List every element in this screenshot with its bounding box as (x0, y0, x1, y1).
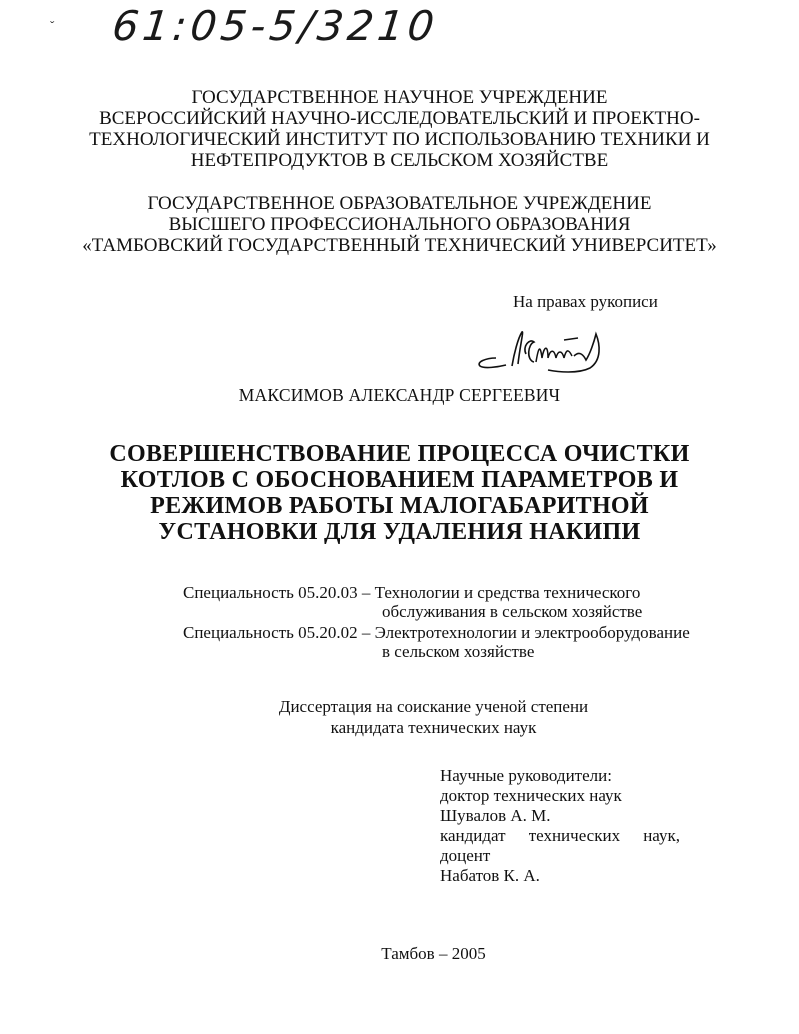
supervisors-block (440, 766, 680, 886)
supervisor-name: Шувалов А. М. (440, 806, 551, 825)
university-header-line: ВЫСШЕГО ПРОФЕССИОНАЛЬНОГО ОБРАЗОВАНИЯ (168, 214, 631, 235)
university-header (0, 193, 799, 256)
margin-tick-mark: ˇ (50, 18, 55, 33)
university-header-line: ГОСУДАРСТВЕННОЕ ОБРАЗОВАТЕЛЬНОЕ УЧРЕЖДЕНИЕ (147, 193, 652, 214)
specialty-continuation: обслуживания в сельском хозяйстве (382, 602, 643, 621)
supervisors-heading: Научные руководители: (440, 766, 612, 785)
archive-number: 61:05-5/3210 (110, 2, 441, 50)
degree-line: Диссертация на соискание ученой степени (278, 697, 589, 716)
institute-header-line: ВСЕРОССИЙСКИЙ НАУЧНО-ИССЛЕДОВАТЕЛЬСКИЙ И ПРОЕКТНО- (99, 108, 700, 129)
institute-header-line: НЕФТЕПРОДУКТОВ В СЕЛЬСКОМ ХОЗЯЙСТВЕ (190, 150, 609, 171)
title-line: СОВЕРШЕНСТВОВАНИЕ ПРОЦЕССА ОЧИСТКИ (109, 441, 690, 467)
dissertation-title (0, 441, 799, 545)
institute-header-line: ГОСУДАРСТВЕННОЕ НАУЧНОЕ УЧРЕЖДЕНИЕ (191, 87, 608, 108)
manuscript-note: На правах рукописи (513, 292, 658, 311)
dissertation-degree (34, 696, 799, 738)
supervisor-rank: доцент (440, 846, 491, 865)
supervisor-degree: кандидат технических наук, (440, 826, 680, 845)
title-line: УСТАНОВКИ ДЛЯ УДАЛЕНИЯ НАКИПИ (158, 519, 641, 545)
author-signature (468, 320, 613, 380)
degree-line: кандидата технических наук (330, 718, 537, 737)
supervisor-degree: доктор технических наук (440, 786, 622, 805)
author-name: МАКСИМОВ АЛЕКСАНДР СЕРГЕЕВИЧ (238, 385, 561, 405)
university-header-line: «ТАМБОВСКИЙ ГОСУДАРСТВЕННЫЙ ТЕХНИЧЕСКИЙ УНИВЕРСИТЕТ» (82, 235, 717, 256)
specialty-label: Специальность 05.20.02 – Электротехнологии и электрооборудование (183, 623, 690, 642)
supervisor-name: Набатов К. А. (440, 866, 540, 885)
title-line: КОТЛОВ С ОБОСНОВАНИЕМ ПАРАМЕТРОВ И (120, 467, 679, 493)
institute-header (0, 87, 799, 171)
institute-header-line: ТЕХНОЛОГИЧЕСКИЙ ИНСТИТУТ ПО ИСПОЛЬЗОВАНИЮ ТЕХНИКИ И (89, 129, 710, 150)
specialty-label: Специальность 05.20.03 – Технологии и средства технического (183, 583, 641, 602)
title-line: РЕЖИМОВ РАБОТЫ МАЛОГАБАРИТНОЙ (150, 493, 649, 519)
specialty-continuation: в сельском хозяйстве (382, 642, 535, 661)
city-year: Тамбов – 2005 (381, 944, 486, 963)
